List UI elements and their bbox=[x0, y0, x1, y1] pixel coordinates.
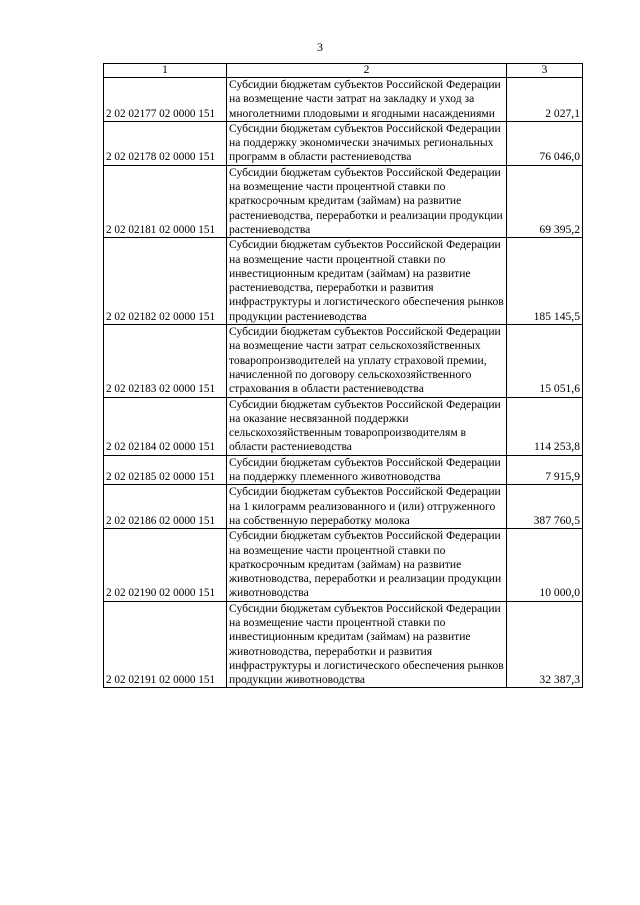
column-header-description: 2 bbox=[227, 64, 507, 78]
table-row bbox=[104, 78, 583, 122]
header-row bbox=[104, 64, 583, 78]
subsidy-description: Субсидии бюджетам субъектов Российской Федерации на возмещение части затрат сельскохозяйственных товаропроизводителей на уплату страховой премии, начисленной по договору сельскохозяйственного страхования в области растениеводства bbox=[227, 325, 507, 397]
subsidy-description: Субсидии бюджетам субъектов Российской Федерации на оказание несвязанной поддержки сельскохозяйственным товаропроизводителям в области растениеводства bbox=[227, 397, 507, 455]
table-row bbox=[104, 238, 583, 325]
amount: 32 387,3 bbox=[507, 601, 583, 688]
budget-table bbox=[103, 63, 583, 688]
amount: 387 760,5 bbox=[507, 485, 583, 529]
table-row bbox=[104, 601, 583, 688]
amount: 69 395,2 bbox=[507, 165, 583, 237]
budget-code: 2 02 02185 02 0000 151 bbox=[104, 455, 227, 485]
table-row bbox=[104, 165, 583, 237]
budget-code: 2 02 02183 02 0000 151 bbox=[104, 325, 227, 397]
table-row bbox=[104, 121, 583, 165]
subsidy-description: Субсидии бюджетам субъектов Российской Федерации на возмещение части процентной ставки по краткосрочным кредитам (займам) на развитие животноводства, переработки и реализации продукции животноводства bbox=[227, 529, 507, 601]
column-header-amount: 3 bbox=[507, 64, 583, 78]
amount: 114 253,8 bbox=[507, 397, 583, 455]
budget-code: 2 02 02178 02 0000 151 bbox=[104, 121, 227, 165]
table-row bbox=[104, 397, 583, 455]
subsidy-description: Субсидии бюджетам субъектов Российской Федерации на поддержку экономически значимых региональных программ в области растениеводства bbox=[227, 121, 507, 165]
amount: 2 027,1 bbox=[507, 78, 583, 122]
subsidy-description: Субсидии бюджетам субъектов Российской Федерации на возмещение части затрат на закладку и уход за многолетними плодовыми и ягодными насаждениями bbox=[227, 78, 507, 122]
page-number: 3 bbox=[317, 40, 323, 54]
table-row bbox=[104, 529, 583, 601]
budget-code: 2 02 02177 02 0000 151 bbox=[104, 78, 227, 122]
subsidy-description: Субсидии бюджетам субъектов Российской Федерации на возмещение части процентной ставки по инвестиционным кредитам (займам) на развитие животноводства, переработки и развития инфраструктуры и логистического обеспечения рынков продукции животноводства bbox=[227, 601, 507, 688]
table-row bbox=[104, 485, 583, 529]
amount: 185 145,5 bbox=[507, 238, 583, 325]
amount: 10 000,0 bbox=[507, 529, 583, 601]
amount: 15 051,6 bbox=[507, 325, 583, 397]
subsidy-description: Субсидии бюджетам субъектов Российской Федерации на 1 килограмм реализованного и (или) отгруженного на собственную переработку молока bbox=[227, 485, 507, 529]
subsidy-description: Субсидии бюджетам субъектов Российской Федерации на возмещение части процентной ставки по краткосрочным кредитам (займам) на развитие растениеводства, переработки и реализации продукции растениеводства bbox=[227, 165, 507, 237]
amount: 76 046,0 bbox=[507, 121, 583, 165]
table-row bbox=[104, 455, 583, 485]
subsidy-description: Субсидии бюджетам субъектов Российской Федерации на возмещение части процентной ставки по инвестиционным кредитам (займам) на развитие растениеводства, переработки и развития инфраструктуры и логистического обеспечения рынков продукции растениеводства bbox=[227, 238, 507, 325]
budget-code: 2 02 02191 02 0000 151 bbox=[104, 601, 227, 688]
column-header-code: 1 bbox=[104, 64, 227, 78]
budget-code: 2 02 02184 02 0000 151 bbox=[104, 397, 227, 455]
amount: 7 915,9 bbox=[507, 455, 583, 485]
budget-code: 2 02 02190 02 0000 151 bbox=[104, 529, 227, 601]
budget-code: 2 02 02181 02 0000 151 bbox=[104, 165, 227, 237]
budget-code: 2 02 02182 02 0000 151 bbox=[104, 238, 227, 325]
subsidy-description: Субсидии бюджетам субъектов Российской Федерации на поддержку племенного животноводства bbox=[227, 455, 507, 485]
budget-code: 2 02 02186 02 0000 151 bbox=[104, 485, 227, 529]
table-row bbox=[104, 325, 583, 397]
